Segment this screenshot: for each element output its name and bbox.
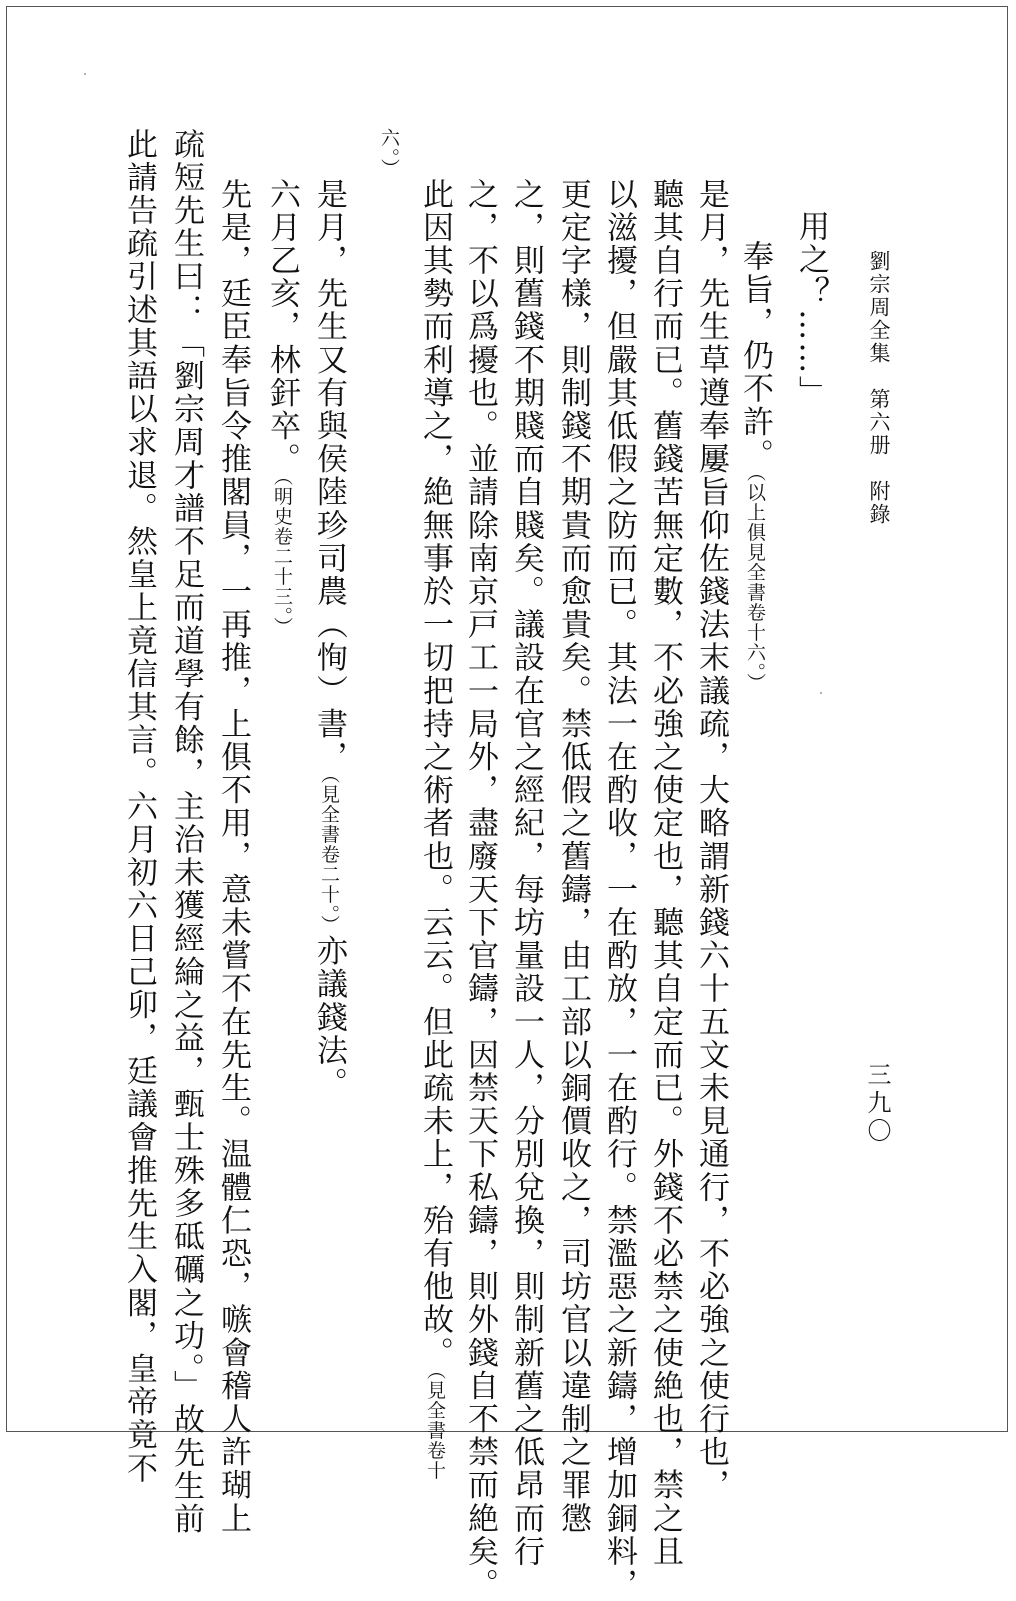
source-note: （明史卷二十三。） <box>271 475 293 637</box>
text-column: 之，則舊錢不期賤而自賤矣。議設在官之經紀，每坊量設一人，分別兌換，則制新舊之低昂而行 <box>508 178 544 1569</box>
running-title: 劉宗周全集 第六册 附錄 <box>867 250 891 526</box>
scan-speck <box>84 73 86 75</box>
text-column: 之，不以爲擾也。並請除南京戸工一局外，盡廢天下官鑄，因禁天下私鑄，則外錢自不禁而絶矣。 <box>462 178 498 1601</box>
source-note: （以上俱見全書卷十六。） <box>744 471 766 693</box>
source-note: （見全書卷十 <box>424 1369 446 1481</box>
text-column: 用之？……」 <box>793 210 829 409</box>
text-column: 先是，廷臣奉旨令推閣員，一再推，上俱不用，意未嘗不在先生。温體仁恐，嗾會稽人許瑚上 <box>215 178 251 1536</box>
text-column: 此請告疏引述其語以求退。然皇上竟信其言。六月初六日己卯，廷議會推先生入閣，皇帝竟不 <box>121 128 157 1486</box>
text-column: 奉旨，仍不許。（以上俱見全書卷十六。） <box>737 240 773 693</box>
text-column: 以滋擾，但嚴其低假之防而已。其法一在酌收，一在酌放，一在酌行。禁濫惡之新鑄，增加銅料， <box>601 178 637 1601</box>
text-column: 疏短先生曰：「劉宗周才譜不足而道學有餘，主治未獲經綸之益，甄士殊多砥礪之功。」故先生前 <box>168 128 204 1536</box>
source-note: （見全書卷二十。） <box>318 773 340 935</box>
text-column: 聽其自行而已。舊錢苦無定數，不必強之使定也，聽其自定而已。外錢不必禁之使絶也，禁之且 <box>647 178 683 1569</box>
text-column: 此因其勢而利導之，絶無事於一切把持之術者也。云云。但此疏未上，殆有他故。（見全書卷十 <box>417 178 453 1481</box>
scan-speck <box>820 692 822 694</box>
page-number: 三九〇 <box>863 1062 891 1146</box>
source-note: 六。） <box>378 128 400 179</box>
text-column: 是月，先生又有與侯陸珍司農（恂）書，（見全書卷二十。）亦議錢法。 <box>311 178 347 1101</box>
text-column: 六月乙亥，林釬卒。（明史卷二十三。） <box>264 178 300 637</box>
text-column: 更定字樣，則制錢不期貴而愈貴矣。禁低假之舊鑄，由工部以銅價收之，司坊官以違制之罪懲 <box>555 178 591 1536</box>
text-column <box>373 128 404 179</box>
text-column: 是月，先生草遵奉屢旨仰佐錢法末議疏，大略謂新錢六十五文未見通行，不必強之使行也， <box>693 178 729 1502</box>
